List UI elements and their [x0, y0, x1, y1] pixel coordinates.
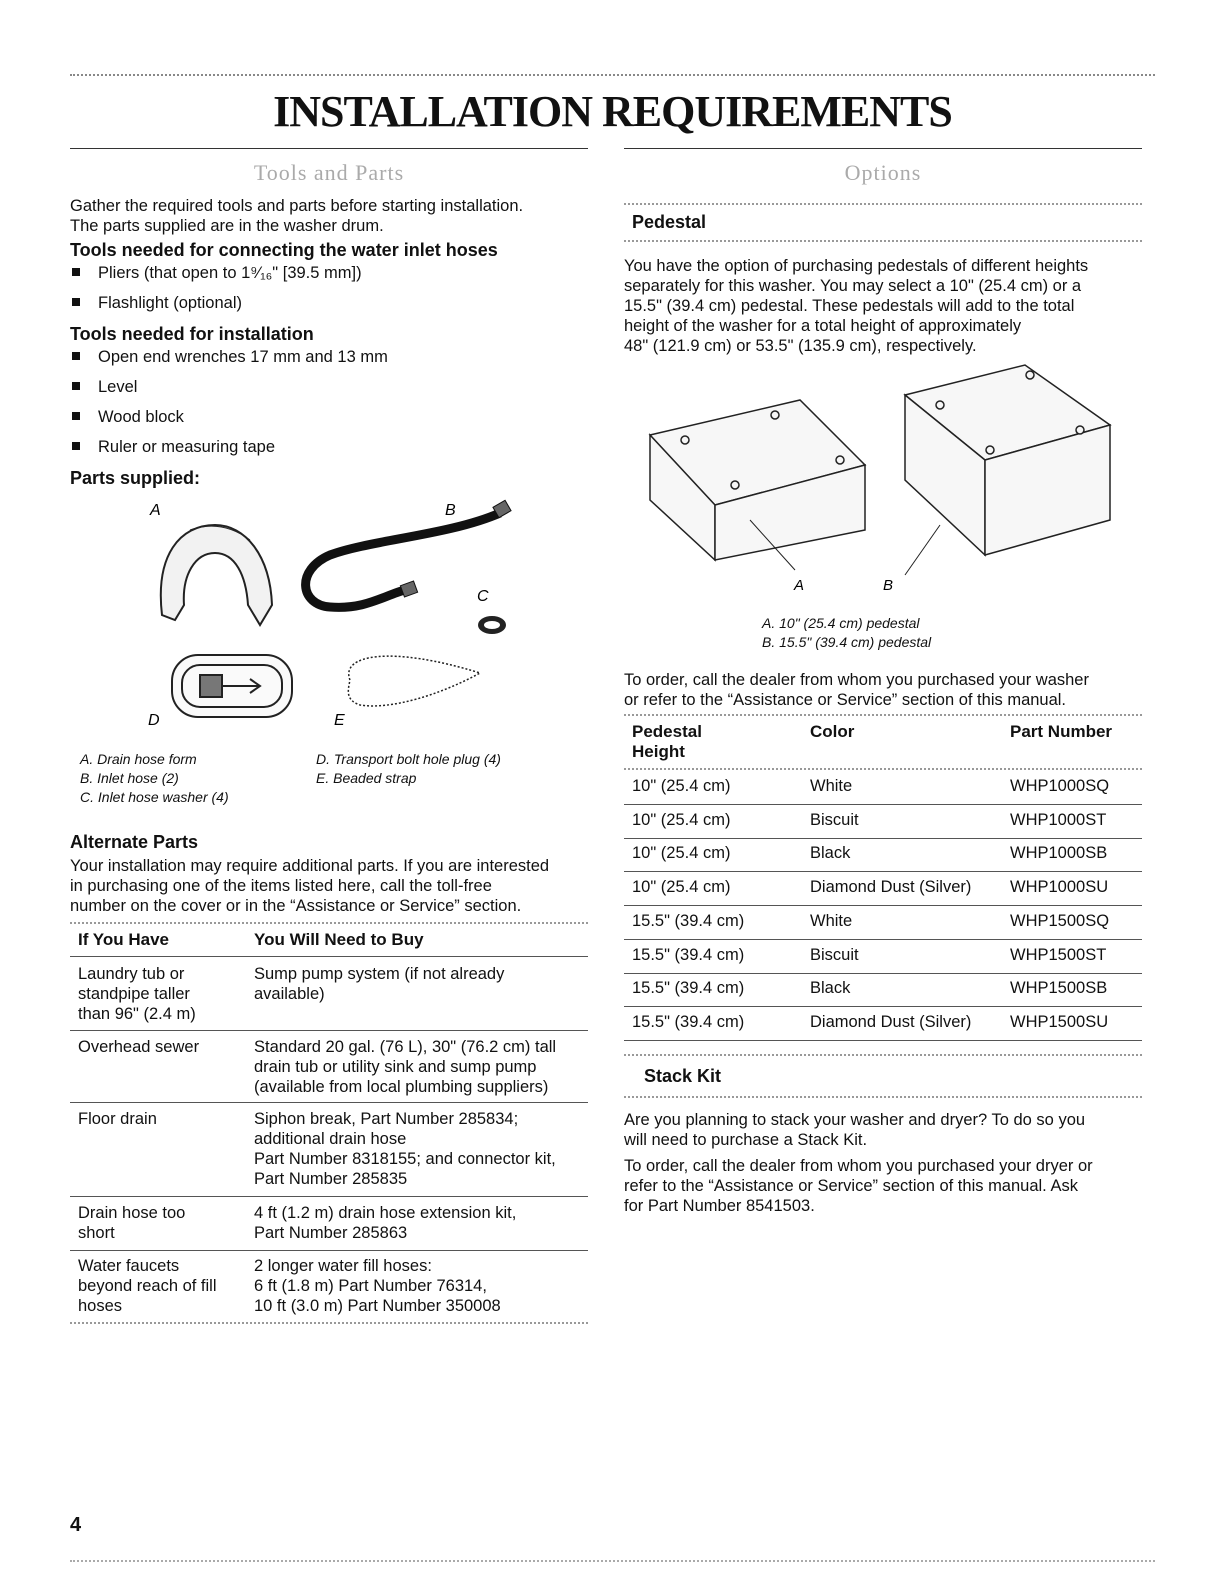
text-line: refer to the “Assistance or Service” section of this manual. Ask [624, 1177, 1078, 1195]
table-rule [70, 1250, 588, 1251]
table-cell: WHP1000SB [1010, 844, 1108, 862]
table-rule [624, 905, 1142, 906]
intro-line: The parts supplied are in the washer drum. [70, 217, 384, 235]
bullet [72, 268, 80, 276]
table-cell: WHP1000SQ [1010, 777, 1110, 795]
parts-supplied-heading: Parts supplied: [70, 468, 201, 488]
table-row [254, 1109, 584, 1189]
page-title: INSTALLATION REQUIREMENTS [273, 87, 952, 136]
table-cell: 15.5" (39.4 cm) [632, 979, 745, 997]
table-rule [624, 1006, 1142, 1007]
cell-line: short [78, 1224, 115, 1242]
cell-line: beyond reach of fill [78, 1277, 217, 1295]
table-rule [624, 1040, 1142, 1041]
table-cell: WHP1500ST [1010, 946, 1107, 964]
list-item [72, 378, 137, 397]
caption-line: A. Drain hose form [80, 751, 197, 767]
cell-line: 10 ft (3.0 m) Part Number 350008 [254, 1297, 501, 1315]
table-bottom-rule [70, 1322, 588, 1324]
list-item [72, 438, 275, 457]
table-row [254, 1203, 584, 1243]
table-row [254, 1037, 584, 1097]
table-cell: Black [810, 979, 851, 997]
cell-line: Overhead sewer [78, 1038, 200, 1056]
cell-line: drain tub or utility sink and sump pump [254, 1058, 537, 1076]
caption-line: A. 10" (25.4 cm) pedestal [762, 615, 920, 631]
text-line: height of the washer for a total height of approximately [624, 317, 1022, 335]
stack-text-2 [624, 1156, 1144, 1216]
text-line: for Part Number 8541503. [624, 1197, 815, 1215]
subsection-rule [624, 240, 1142, 242]
subsection-rule [624, 1096, 1142, 1098]
table-cell: 10" (25.4 cm) [632, 844, 731, 862]
cell-line: Water faucets [78, 1257, 180, 1275]
table-rule [624, 804, 1142, 805]
table-cell: 15.5" (39.4 cm) [632, 1013, 745, 1031]
cell-line: Part Number 8318155; and connector kit, [254, 1150, 556, 1168]
list-item-text: Wood block [98, 408, 184, 426]
caption-line: B. 15.5" (39.4 cm) pedestal [762, 634, 932, 650]
bullet [72, 382, 80, 390]
list-item-text: Open end wrenches 17 mm and 13 mm [98, 348, 388, 366]
table-rule [624, 973, 1142, 974]
cell-line: (available from local plumbing suppliers) [254, 1078, 549, 1096]
leader-line [905, 525, 940, 575]
alt-table-header-buy: You Will Need to Buy [254, 930, 424, 949]
pedestal-text [624, 256, 1144, 356]
order-text [624, 670, 1144, 710]
table-row [78, 1109, 248, 1129]
table-cell: WHP1500SB [1010, 979, 1108, 997]
text-line: or refer to the “Assistance or Service” section of this manual. [624, 691, 1067, 709]
text-line: You have the option of purchasing pedestals of different heights [624, 257, 1089, 275]
cell-line: than 96" (2.4 m) [78, 1005, 196, 1023]
fig-letter-a: A [794, 577, 805, 594]
caption-line: E. Beaded strap [316, 770, 417, 786]
table-row [78, 1256, 248, 1316]
part-letter-b: B [445, 502, 456, 519]
stack-kit-heading: Stack Kit [644, 1066, 722, 1086]
cell-line: Part Number 285835 [254, 1170, 408, 1188]
page-number: 4 [70, 1514, 82, 1536]
cell-line: 2 longer water fill hoses: [254, 1257, 432, 1275]
table-row [254, 964, 584, 1004]
beaded-strap-icon [348, 656, 480, 706]
parts-captions-right [316, 750, 586, 788]
alternate-parts-text [70, 856, 590, 916]
cell-line: Laundry tub or [78, 965, 185, 983]
table-rule [70, 1030, 588, 1031]
table-rule [624, 939, 1142, 940]
part-letter-d: D [148, 712, 160, 729]
tools-parts-heading: Tools and Parts [253, 160, 405, 185]
bullet [72, 412, 80, 420]
text-line: number on the cover or in the “Assistance or Service” section. [70, 897, 522, 915]
table-rule [624, 768, 1142, 770]
caption-line: D. Transport bolt hole plug (4) [316, 751, 501, 767]
cell-line: Sump pump system (if not already [254, 965, 505, 983]
text-line: Are you planning to stack your washer and dryer? To do so you [624, 1111, 1086, 1129]
pedestal-illustration [640, 360, 1130, 600]
table-row [78, 1037, 248, 1057]
section-rule [624, 148, 1142, 149]
inlet-hose-washer-icon [478, 616, 506, 634]
list-item [72, 348, 388, 367]
pedestal-10in-icon [650, 400, 865, 560]
top-dotted-rule [70, 74, 1155, 76]
text-line: To order, call the dealer from whom you purchased your dryer or [624, 1157, 1093, 1175]
drain-hose-form-icon [161, 525, 272, 625]
header-line: Height [632, 742, 685, 761]
cell-line: additional drain hose [254, 1130, 407, 1148]
table-row [78, 1203, 248, 1243]
table-rule [70, 1196, 588, 1197]
cell-line: standpipe taller [78, 985, 190, 1003]
alt-table-header-have: If You Have [78, 930, 170, 949]
table-rule [624, 871, 1142, 872]
table-cell: White [810, 777, 853, 795]
list-item [72, 408, 184, 427]
alternate-parts-heading: Alternate Parts [70, 832, 199, 852]
subsection-rule [624, 203, 1142, 205]
table-cell: WHP1000SU [1010, 878, 1109, 896]
caption-line: C. Inlet hose washer (4) [80, 789, 229, 805]
text-line: 15.5" (39.4 cm) pedestal. These pedestals will add to the total [624, 297, 1075, 315]
ped-table-header-color: Color [810, 722, 855, 741]
cell-line: Standard 20 gal. (76 L), 30" (76.2 cm) tall [254, 1038, 557, 1056]
table-cell: White [810, 912, 853, 930]
parts-illustration [120, 495, 540, 735]
text-line: separately for this washer. You may select a 10" (25.4 cm) or a [624, 277, 1082, 295]
list-item-text: Flashlight (optional) [98, 294, 242, 312]
table-cell: Biscuit [810, 811, 859, 829]
cell-line: Floor drain [78, 1110, 157, 1128]
table-cell: Diamond Dust (Silver) [810, 878, 972, 896]
list-item-text: Ruler or measuring tape [98, 438, 276, 456]
cell-line: 4 ft (1.2 m) drain hose extension kit, [254, 1204, 517, 1222]
bullet [72, 352, 80, 360]
table-cell: 10" (25.4 cm) [632, 878, 731, 896]
intro-text [70, 196, 590, 236]
pedestal-captions [762, 614, 1022, 652]
section-rule [70, 148, 588, 149]
table-row [78, 964, 248, 1024]
cell-line: hoses [78, 1297, 123, 1315]
tools-install-heading: Tools needed for installation [70, 324, 314, 344]
text-line: 48" (121.9 cm) or 53.5" (135.9 cm), respectively. [624, 337, 977, 355]
tools-hoses-heading: Tools needed for connecting the water inlet hoses [70, 240, 498, 260]
list-item [72, 294, 242, 313]
part-letter-a: A [150, 502, 161, 519]
table-top-rule [70, 922, 588, 924]
intro-line: Gather the required tools and parts before starting installation. [70, 197, 524, 215]
cell-line: available) [254, 985, 325, 1003]
text-line: in purchasing one of the items listed here, call the toll-free [70, 877, 492, 895]
part-letter-e: E [334, 712, 345, 729]
table-rule [70, 956, 588, 957]
parts-captions-left [80, 750, 320, 807]
ped-table-header-height [632, 722, 702, 762]
cell-line: Siphon break, Part Number 285834; [254, 1110, 519, 1128]
bullet [72, 442, 80, 450]
table-cell: WHP1000ST [1010, 811, 1107, 829]
pedestal-heading: Pedestal [632, 212, 707, 232]
ped-table-header-part: Part Number [1010, 722, 1113, 741]
transport-bolt-plug-icon [172, 655, 292, 717]
table-cell: WHP1500SU [1010, 1013, 1109, 1031]
cell-line: Drain hose too [78, 1204, 186, 1222]
options-heading: Options [844, 160, 922, 185]
header-line: Pedestal [632, 722, 702, 741]
table-cell: Biscuit [810, 946, 859, 964]
table-top-rule [624, 714, 1142, 716]
stack-text-1 [624, 1110, 1144, 1150]
table-rule [624, 838, 1142, 839]
table-cell: 10" (25.4 cm) [632, 777, 731, 795]
pedestal-15in-icon [905, 365, 1110, 555]
subsection-rule [624, 1054, 1142, 1056]
text-line: To order, call the dealer from whom you purchased your washer [624, 671, 1089, 689]
caption-line: B. Inlet hose (2) [80, 770, 179, 786]
table-cell: Black [810, 844, 851, 862]
fig-letter-b: B [883, 577, 894, 594]
table-cell: Diamond Dust (Silver) [810, 1013, 972, 1031]
list-item-text: Pliers (that open to 1⁹⁄₁₆" [39.5 mm]) [98, 264, 362, 282]
table-rule [70, 1102, 588, 1103]
table-cell: WHP1500SQ [1010, 912, 1110, 930]
list-item [72, 264, 362, 283]
bullet [72, 298, 80, 306]
cell-line: 6 ft (1.8 m) Part Number 76314, [254, 1277, 487, 1295]
table-row [254, 1256, 584, 1316]
cell-line: Part Number 285863 [254, 1224, 408, 1242]
bottom-dotted-rule [70, 1560, 1155, 1562]
text-line: Your installation may require additional parts. If you are interested [70, 857, 550, 875]
part-letter-c: C [477, 588, 489, 605]
table-cell: 15.5" (39.4 cm) [632, 912, 745, 930]
text-line: will need to purchase a Stack Kit. [624, 1131, 868, 1149]
table-cell: 10" (25.4 cm) [632, 811, 731, 829]
table-cell: 15.5" (39.4 cm) [632, 946, 745, 964]
list-item-text: Level [98, 378, 138, 396]
